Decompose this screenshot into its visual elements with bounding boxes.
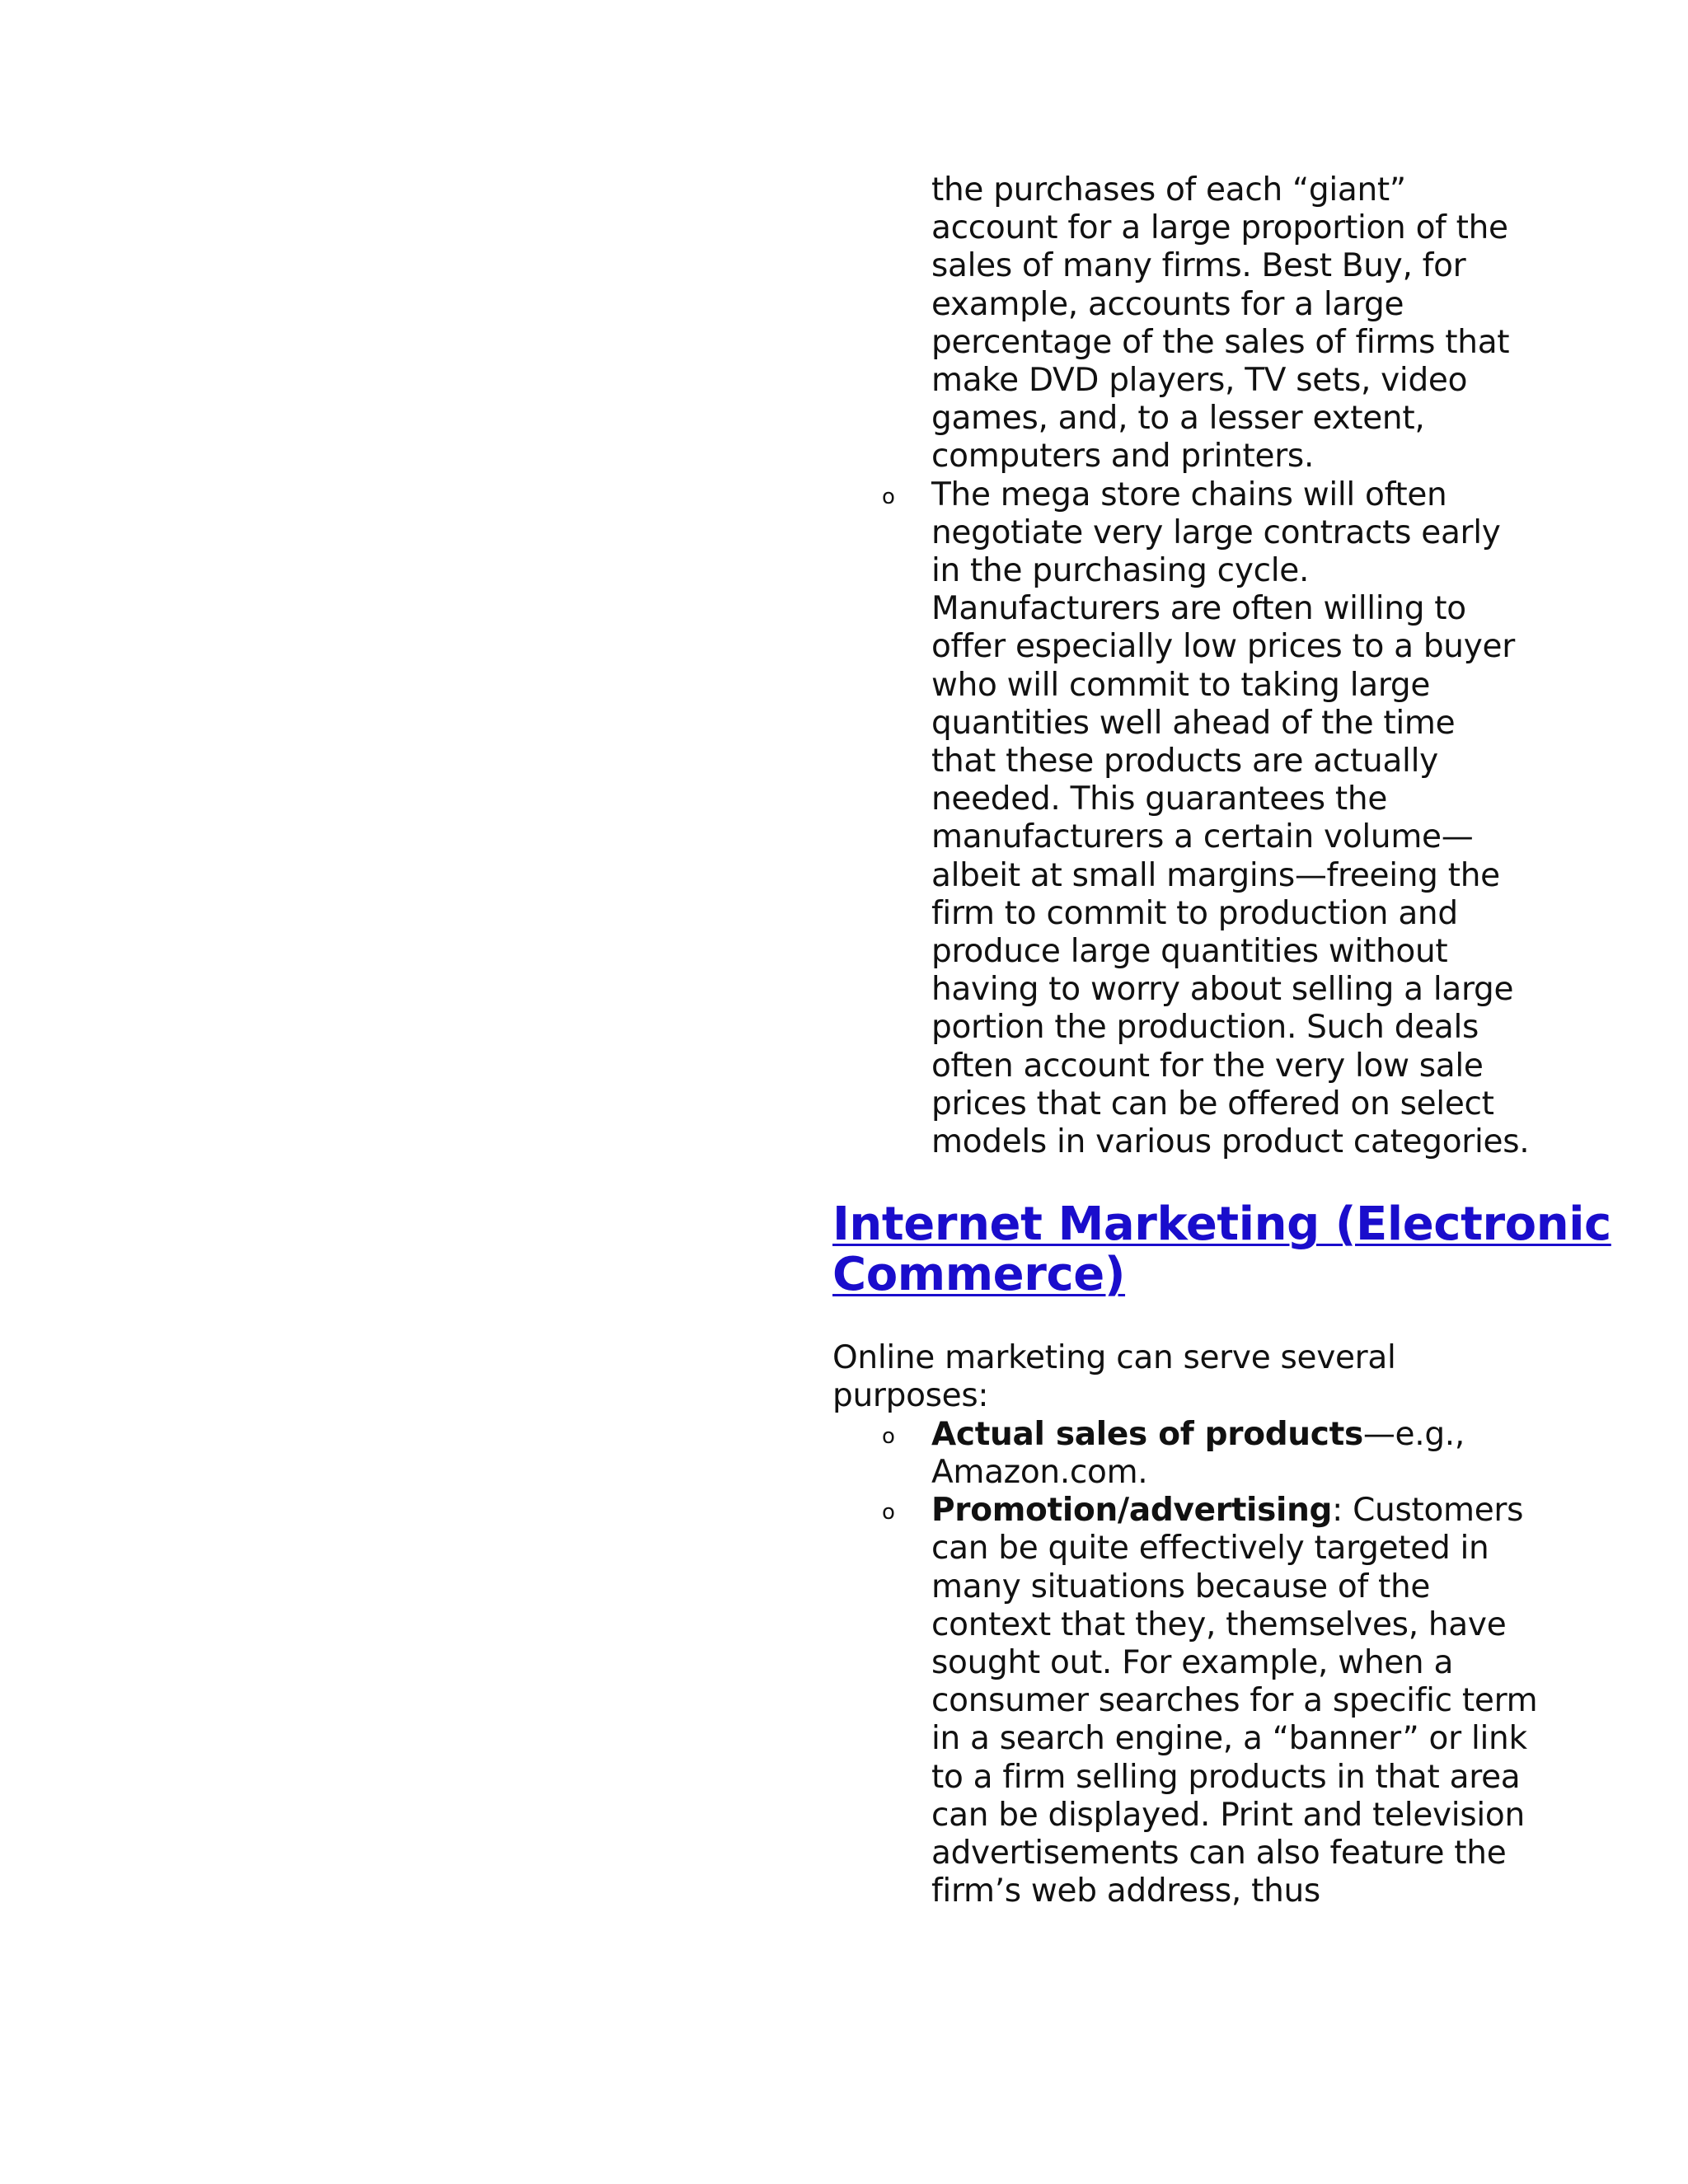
purposes-list bbox=[832, 1416, 1541, 1911]
text-line: in the purchasing cycle. bbox=[931, 552, 1310, 590]
text-line: needed. This guarantees the bbox=[931, 780, 1388, 818]
term-bold: Actual sales of products bbox=[931, 1415, 1363, 1453]
text-line: Amazon.com. bbox=[931, 1453, 1148, 1491]
text-line: offer especially low prices to a buyer bbox=[931, 628, 1515, 666]
text-line: many situations because of the bbox=[931, 1568, 1431, 1605]
text-line: that these products are actually bbox=[931, 743, 1438, 780]
text-line: negotiate very large contracts early bbox=[931, 513, 1501, 551]
section-intro bbox=[832, 1339, 1541, 1415]
text-line: make DVD players, TV sets, video bbox=[931, 362, 1468, 400]
text-line: advertisements can also feature the bbox=[931, 1834, 1507, 1872]
text-line: the purchases of each “giant” bbox=[931, 171, 1406, 209]
text-line: portion the production. Such deals bbox=[931, 1009, 1479, 1047]
term-rest: —e.g., bbox=[1362, 1415, 1465, 1453]
term-bold: Promotion/advertising bbox=[931, 1492, 1333, 1530]
text-line: purposes: bbox=[832, 1377, 989, 1415]
list-item-actual-sales bbox=[832, 1416, 1541, 1492]
text-line: to a firm selling products in that area bbox=[931, 1758, 1521, 1796]
list-item-promotion bbox=[832, 1492, 1541, 1910]
text-line: sought out. For example, when a bbox=[931, 1643, 1454, 1681]
text-line: games, and, to a lesser extent, bbox=[931, 400, 1425, 438]
text-line bbox=[931, 1416, 1541, 1454]
text-line: often account for the very low sale bbox=[931, 1047, 1484, 1085]
text-line: context that they, themselves, have bbox=[931, 1605, 1507, 1643]
circle-bullet-icon: o bbox=[882, 484, 895, 509]
text-line: firm to commit to production and bbox=[931, 894, 1458, 932]
circle-bullet-icon: o bbox=[882, 1500, 895, 1526]
text-line: The mega store chains will often bbox=[931, 476, 1447, 513]
text-line: manufacturers a certain volume— bbox=[931, 818, 1474, 856]
text-line: computers and printers. bbox=[931, 438, 1315, 476]
text-line: Manufacturers are often willing to bbox=[931, 590, 1466, 628]
retail-bullet-list bbox=[832, 476, 1541, 1162]
text-line: percentage of the sales of firms that bbox=[931, 323, 1510, 361]
continued-list-item-text bbox=[931, 171, 1541, 476]
text-line: albeit at small margins—freeing the bbox=[931, 856, 1500, 894]
text-line: can be quite effectively targeted in bbox=[931, 1530, 1489, 1568]
text-line: consumer searches for a specific term bbox=[931, 1682, 1538, 1720]
document-body bbox=[832, 171, 1611, 1910]
text-line: account for a large proportion of the bbox=[931, 209, 1508, 247]
text-line: in a search engine, a “banner” or link bbox=[931, 1720, 1527, 1758]
text-line: can be displayed. Print and television bbox=[931, 1796, 1525, 1834]
text-line: example, accounts for a large bbox=[931, 285, 1404, 323]
text-line: having to worry about selling a large bbox=[931, 971, 1514, 1009]
heading-line[interactable]: Commerce) bbox=[832, 1248, 1126, 1302]
text-line: sales of many firms. Best Buy, for bbox=[931, 247, 1466, 285]
text-line: produce large quantities without bbox=[931, 933, 1448, 971]
heading-line[interactable]: Internet Marketing (Electronic bbox=[832, 1197, 1611, 1252]
term-rest: : Customers bbox=[1332, 1492, 1524, 1530]
text-line: firm’s web address, thus bbox=[931, 1872, 1320, 1910]
text-line: prices that can be offered on select bbox=[931, 1085, 1494, 1122]
section-heading-link[interactable] bbox=[832, 1197, 1611, 1302]
circle-bullet-icon: o bbox=[882, 1423, 895, 1449]
text-line bbox=[931, 1492, 1541, 1530]
text-line: who will commit to taking large bbox=[931, 666, 1431, 704]
text-line: models in various product categories. bbox=[931, 1123, 1530, 1161]
list-item-mega-store bbox=[832, 476, 1541, 1162]
text-line: quantities well ahead of the time bbox=[931, 704, 1456, 742]
text-line: Online marketing can serve several bbox=[832, 1339, 1396, 1377]
